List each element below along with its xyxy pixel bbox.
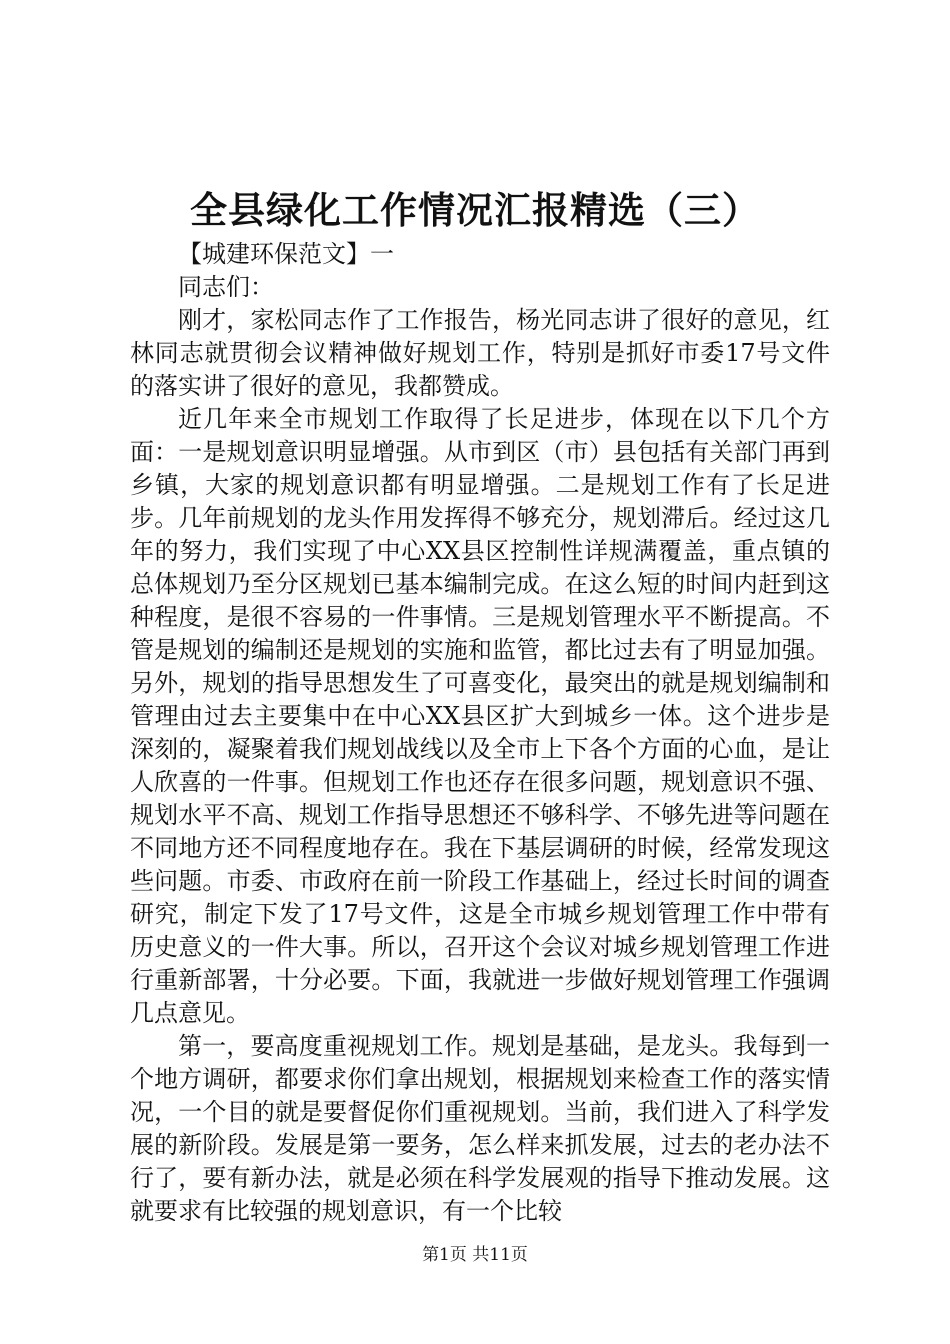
paragraph: 第一，要高度重视规划工作。规划是基础，是龙头。我每到一个地方调研，都要求你们拿出规划，根据规划来检查工作的落实情况，一个目的就是要督促你们重视规划。当前，我们进入了科学发展的新阶段。发展是第一要务，怎么样来抓发展，过去的老办法不行了，要有新办法，就是必须在科学发展观的指导下推动发展。这就要求有比较强的规划意识，有一个比较 [130, 1032, 830, 1225]
paragraph-salutation: 同志们： [178, 273, 274, 301]
paragraph: 近几年来全市规划工作取得了长足进步，体现在以下几个方面：一是规划意识明显增强。从市到区（市）县包括有关部门再到乡镇，大家的规划意识都有明显增强。二是规划工作有了长足进步。几年前规划的龙头作用发挥得不够充分，规划滞后。经过这几年的努力，我们实现了中心XX县区控制性详规满覆盖，重点镇的总体规划乃至分区规划已基本编制完成。在这么短的时间内赶到这种程度，是很不容易的一件事情。三是规划管理水平不断提高。不管是规划的编制还是规划的实施和监管，都比过去有了明显加强。另外，规划的指导思想发生了可喜变化，最突出的就是规划编制和管理由过去主要集中在中心XX县区扩大到城乡一体。这个进步是深刻的，凝聚着我们规划战线以及全市上下各个方面的心血，是让人欣喜的一件事。但规划工作也还存在很多问题，规划意识不强、规划水平不高、规划工作指导思想还不够科学、不够先进等问题在不同地方还不同程度地存在。我在下基层调研的时候，经常发现这些问题。市委、市政府在前一阶段工作基础上，经过长时间的调查研究，制定下发了17号文件，这是全市城乡规划管理工作中带有历史意义的一件大事。所以，召开这个会议对城乡规划管理工作进行重新部署，十分必要。下面，我就进一步做好规划管理工作强调几点意见。 [130, 405, 830, 1027]
document-title: 全县绿化工作情况汇报精选（三） [190, 188, 760, 232]
paragraph: 刚才，家松同志作了工作报告，杨光同志讲了很好的意见，红林同志就贯彻会议精神做好规划工作，特别是抓好市委17号文件的落实讲了很好的意见，我都赞成。 [130, 306, 830, 400]
document-body [130, 238, 830, 1228]
page-footer: 第1页 共11页 [422, 1245, 528, 1265]
paragraph-category-tag: 【城建环保范文】一 [178, 240, 394, 268]
